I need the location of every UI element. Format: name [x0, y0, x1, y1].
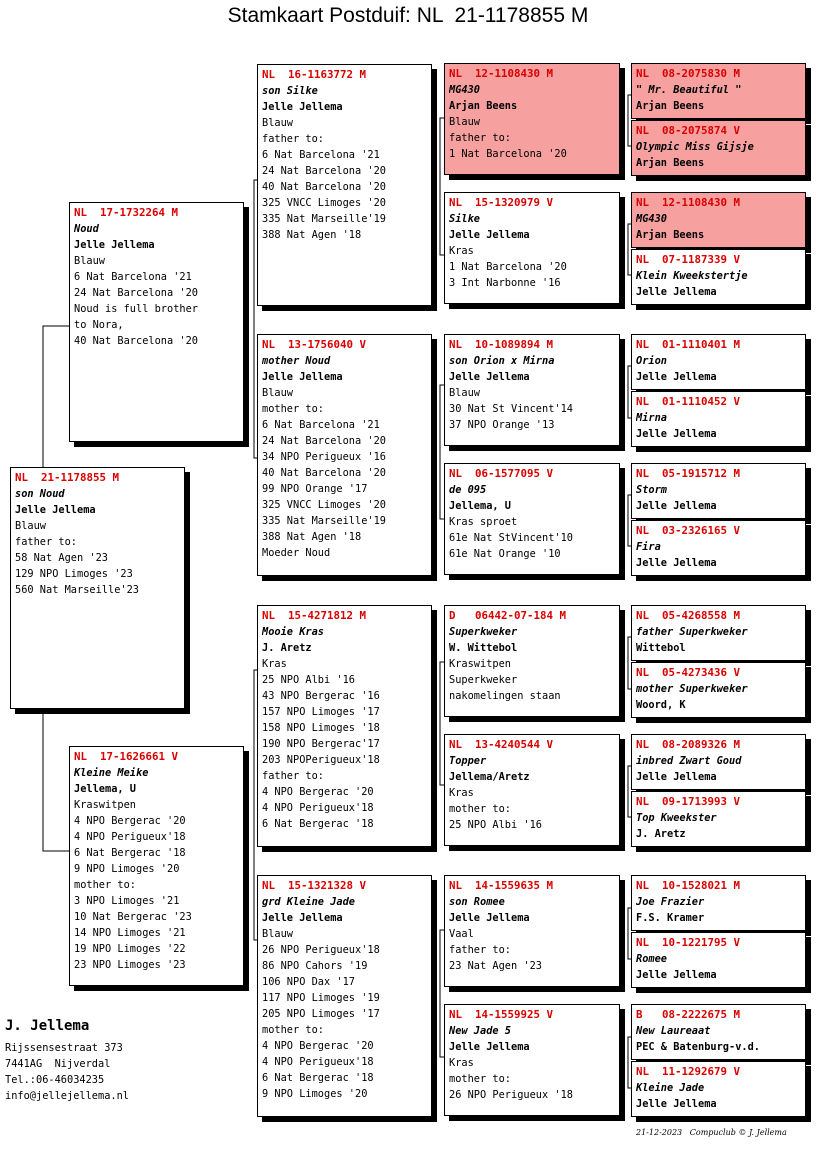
bird-card-gen4-3 — [444, 334, 620, 446]
info-line: 24 Nat Barcelona '20 — [262, 435, 386, 447]
bird-name: Orion — [636, 355, 667, 367]
info-line: 6 Nat Barcelona '21 — [262, 149, 380, 161]
bird-name: Kleine Meike — [74, 767, 149, 779]
owner-name: Jelle Jellema — [449, 912, 530, 924]
bird-name: Silke — [449, 213, 480, 225]
info-line: 190 NPO Bergerac'17 — [262, 738, 380, 750]
ring-number: NL 08-2089326 M — [636, 738, 741, 751]
bird-card-gen5-1 — [631, 63, 806, 119]
bird-name: Superkweker — [449, 626, 518, 638]
bird-card-gen5-7 — [631, 463, 806, 519]
info-line: Vaal — [449, 928, 474, 940]
info-line: Kras — [449, 787, 474, 799]
breeder-city: 7441AG Nijverdal — [5, 1058, 111, 1070]
page-title: Stamkaart Postduif: NL 21-1178855 M — [227, 4, 589, 27]
info-line: 61e Nat Orange '10 — [449, 548, 561, 560]
info-line: 106 NPO Dax '17 — [262, 976, 355, 988]
ring-number: NL 01-1110401 M — [636, 338, 741, 351]
owner-name: J. Aretz — [636, 828, 686, 840]
info-line: 34 NPO Perigueux '16 — [262, 451, 386, 463]
owner-name: Wittebol — [636, 642, 686, 654]
owner-name: Jellema/Aretz — [449, 771, 530, 783]
owner-name: Jelle Jellema — [74, 239, 155, 251]
ring-number: NL 06-1577095 V — [449, 467, 554, 480]
bird-card-gen5-14 — [631, 932, 806, 988]
info-line: Kras — [449, 245, 474, 257]
info-line: father to: — [15, 536, 77, 548]
info-line: Blauw — [74, 255, 105, 267]
owner-name: Jelle Jellema — [449, 229, 530, 241]
info-line: Kras sproet — [449, 516, 518, 528]
bird-card-gen4-1 — [444, 63, 620, 175]
info-line: 23 Nat Agen '23 — [449, 960, 542, 972]
bird-card-gen5-10 — [631, 662, 806, 718]
info-line: Blauw — [449, 387, 480, 399]
info-line: 4 NPO Perigueux'18 — [74, 831, 186, 843]
bird-name: mother Superkweker — [636, 683, 748, 695]
breeder-phone: Tel.:06-46034235 — [5, 1074, 105, 1086]
ring-number: NL 15-1320979 V — [449, 196, 554, 209]
ring-number: NL 15-1321328 V — [262, 879, 367, 892]
owner-name: J. Aretz — [262, 642, 312, 654]
bird-name: de 095 — [449, 484, 487, 496]
ring-number: NL 01-1110452 V — [636, 395, 741, 408]
info-line: Blauw — [262, 928, 293, 940]
owner-name: Jelle Jellema — [262, 371, 343, 383]
info-line: to Nora, — [74, 319, 124, 331]
info-line: 335 Nat Marseille'19 — [262, 515, 386, 527]
owner-name: Jelle Jellema — [636, 500, 717, 512]
owner-name: Jelle Jellema — [636, 771, 717, 783]
owner-name: Jelle Jellema — [636, 969, 717, 981]
bird-name: Top Kweekster — [636, 812, 717, 824]
bird-card-gen5-8 — [631, 520, 806, 576]
info-line: mother to: — [262, 1024, 324, 1036]
bird-name: son Silke — [262, 85, 318, 97]
owner-name: Jelle Jellema — [262, 101, 343, 113]
owner-name: W. Wittebol — [449, 642, 518, 654]
info-line: 205 NPO Limoges '17 — [262, 1008, 380, 1020]
bird-card-mother — [69, 746, 244, 986]
info-line: 560 Nat Marseille'23 — [15, 584, 139, 596]
info-line: 9 NPO Limoges '20 — [74, 863, 180, 875]
ring-number: NL 13-4240544 V — [449, 738, 554, 751]
bird-card-gen4-8 — [444, 1004, 620, 1116]
info-line: 30 Nat St Vincent'14 — [449, 403, 573, 415]
owner-name: F.S. Kramer — [636, 912, 705, 924]
bird-name: Fira — [636, 541, 661, 553]
ring-number: NL 09-1713993 V — [636, 795, 741, 808]
info-line: 4 NPO Bergerac '20 — [74, 815, 186, 827]
ring-number: NL 12-1108430 M — [636, 196, 741, 209]
ring-number: NL 13-1756040 V — [262, 338, 367, 351]
info-line: 4 NPO Bergerac '20 — [262, 1040, 374, 1052]
info-line: 158 NPO Limoges '18 — [262, 722, 380, 734]
bird-name: " Mr. Beautiful " — [636, 84, 742, 96]
owner-name: Jelle Jellema — [636, 1098, 717, 1110]
info-line: 40 Nat Barcelona '20 — [262, 181, 386, 193]
info-line: mother to: — [449, 1073, 511, 1085]
info-line: 6 Nat Bergerac '18 — [262, 818, 374, 830]
info-line: Superkweker — [449, 674, 518, 686]
info-line: father to: — [449, 132, 511, 144]
info-line: 388 Nat Agen '18 — [262, 531, 362, 543]
bird-card-gen5-4 — [631, 249, 806, 305]
bird-card-gen5-9 — [631, 605, 806, 661]
bird-name: son Orion x Mirna — [449, 355, 555, 367]
info-line: 24 Nat Barcelona '20 — [262, 165, 386, 177]
info-line: 3 NPO Limoges '21 — [74, 895, 180, 907]
info-line: father to: — [262, 770, 324, 782]
owner-name: Jelle Jellema — [15, 504, 96, 516]
ring-number: NL 10-1089894 M — [449, 338, 554, 351]
info-line: father to: — [262, 133, 324, 145]
info-line: 40 Nat Barcelona '20 — [74, 335, 198, 347]
info-line: mother to: — [449, 803, 511, 815]
info-line: Blauw — [449, 116, 480, 128]
info-line: Kraswitpen — [449, 658, 511, 670]
ring-number: NL 08-2075874 V — [636, 124, 741, 137]
breeder-contact — [5, 1018, 129, 1104]
bird-card-grandfather-maternal — [257, 605, 432, 847]
ring-number: NL 17-1732264 M — [74, 206, 179, 219]
bird-card-gen5-2 — [631, 120, 806, 176]
bird-card-gen4-7 — [444, 875, 620, 987]
info-line: mother to: — [262, 403, 324, 415]
bird-name: father Superkweker — [636, 626, 748, 638]
bird-name: Joe Frazier — [636, 896, 705, 908]
bird-name: Mooie Kras — [262, 626, 324, 638]
info-line: 61e Nat StVincent'10 — [449, 532, 573, 544]
breeder-street: Rijssensestraat 373 — [5, 1042, 123, 1054]
ring-number: NL 05-4273436 V — [636, 666, 741, 679]
info-line: 9 NPO Limoges '20 — [262, 1088, 368, 1100]
info-line: Noud is full brother — [74, 303, 198, 315]
bird-name: Mirna — [636, 412, 667, 424]
owner-name: Woord, K — [636, 699, 686, 711]
bird-name: inbred Zwart Goud — [636, 755, 742, 767]
ring-number: NL 14-1559925 V — [449, 1008, 554, 1021]
bird-name: son Noud — [15, 488, 65, 500]
ring-number: NL 10-1221795 V — [636, 936, 741, 949]
info-line: 10 Nat Bergerac '23 — [74, 911, 192, 923]
info-line: Blauw — [15, 520, 46, 532]
bird-card-gen5-11 — [631, 734, 806, 790]
bird-name: Topper — [449, 755, 487, 767]
owner-name: Jelle Jellema — [636, 286, 717, 298]
info-line: Blauw — [262, 387, 293, 399]
info-line: 335 Nat Marseille'19 — [262, 213, 386, 225]
footer-credit: 21-12-2023 Compuclub © J. Jellema — [636, 1128, 787, 1137]
info-line: Kras — [449, 1057, 474, 1069]
info-line: 1 Nat Barcelona '20 — [449, 261, 567, 273]
bird-name: New Jade 5 — [449, 1025, 511, 1037]
ring-number: NL 10-1528021 M — [636, 879, 741, 892]
info-line: 25 NPO Albi '16 — [262, 674, 355, 686]
bird-card-gen5-15 — [631, 1004, 806, 1060]
info-line: 24 Nat Barcelona '20 — [74, 287, 198, 299]
ring-number: B 08-2222675 M — [636, 1008, 741, 1021]
info-line: 40 Nat Barcelona '20 — [262, 467, 386, 479]
bird-card-grandmother-paternal — [257, 334, 432, 576]
bird-name: Klein Kweekstertje — [636, 270, 748, 282]
info-line: mother to: — [74, 879, 136, 891]
info-line: 117 NPO Limoges '19 — [262, 992, 380, 1004]
info-line: 4 NPO Perigueux'18 — [262, 1056, 374, 1068]
bird-name: New Laureaat — [636, 1025, 711, 1037]
ring-number: NL 14-1559635 M — [449, 879, 554, 892]
ring-number: NL 16-1163772 M — [262, 68, 367, 81]
ring-number: NL 11-1292679 V — [636, 1065, 741, 1078]
bird-card-gen5-12 — [631, 791, 806, 847]
ring-number: NL 12-1108430 M — [449, 67, 554, 80]
bird-name: Kleine Jade — [636, 1082, 705, 1094]
bird-card-gen4-5 — [444, 605, 620, 717]
ring-number: NL 15-4271812 M — [262, 609, 367, 622]
ring-number: NL 05-4268558 M — [636, 609, 741, 622]
info-line: 99 NPO Orange '17 — [262, 483, 368, 495]
info-line: 4 NPO Perigueux'18 — [262, 802, 374, 814]
info-line: nakomelingen staan — [449, 690, 561, 702]
bird-card-gen4-4 — [444, 463, 620, 575]
ring-number: NL 05-1915712 M — [636, 467, 741, 480]
bird-name: Romee — [636, 953, 667, 965]
bird-name: Olympic Miss Gijsje — [636, 141, 754, 153]
info-line: 19 NPO Limoges '22 — [74, 943, 186, 955]
info-line: 6 Nat Barcelona '21 — [74, 271, 192, 283]
bird-card-gen5-16 — [631, 1061, 806, 1117]
info-line: Moeder Noud — [262, 547, 331, 559]
info-line: 23 NPO Limoges '23 — [74, 959, 186, 971]
info-line: 26 NPO Perigueux '18 — [449, 1089, 573, 1101]
info-line: 129 NPO Limoges '23 — [15, 568, 133, 580]
info-line: 203 NPOPerigueux'18 — [262, 754, 380, 766]
info-line: Kras — [262, 658, 287, 670]
info-line: 26 NPO Perigueux'18 — [262, 944, 380, 956]
ring-number: NL 07-1187339 V — [636, 253, 741, 266]
info-line: 4 NPO Bergerac '20 — [262, 786, 374, 798]
bird-name: Noud — [74, 223, 99, 235]
info-line: 25 NPO Albi '16 — [449, 819, 542, 831]
owner-name: Arjan Beens — [636, 229, 705, 241]
ring-number: NL 21-1178855 M — [15, 471, 120, 484]
info-line: 58 Nat Agen '23 — [15, 552, 108, 564]
owner-name: Arjan Beens — [636, 157, 705, 169]
bird-name: son Romee — [449, 896, 505, 908]
owner-name: Arjan Beens — [636, 100, 705, 112]
bird-name: Storm — [636, 484, 667, 496]
bird-name: MG430 — [449, 84, 480, 96]
owner-name: PEC & Batenburg-v.d. — [636, 1041, 760, 1053]
owner-name: Jelle Jellema — [636, 428, 717, 440]
owner-name: Jellema, U — [449, 500, 511, 512]
info-line: 3 Int Narbonne '16 — [449, 277, 561, 289]
bird-name: grd Kleine Jade — [262, 896, 355, 908]
bird-card-subject — [10, 467, 185, 709]
info-line: 86 NPO Cahors '19 — [262, 960, 368, 972]
info-line: 6 Nat Bergerac '18 — [262, 1072, 374, 1084]
bird-card-gen4-6 — [444, 734, 620, 846]
ring-number: NL 03-2326165 V — [636, 524, 741, 537]
bird-card-gen5-13 — [631, 875, 806, 931]
owner-name: Jelle Jellema — [449, 1041, 530, 1053]
bird-card-gen4-2 — [444, 192, 620, 304]
bird-card-gen5-6 — [631, 391, 806, 447]
info-line: 43 NPO Bergerac '16 — [262, 690, 380, 702]
breeder-email[interactable]: info@jellejellema.nl — [5, 1090, 129, 1102]
ring-number: D 06442-07-184 M — [449, 609, 567, 622]
info-line: 157 NPO Limoges '17 — [262, 706, 380, 718]
ring-number: NL 17-1626661 V — [74, 750, 179, 763]
info-line: Kraswitpen — [74, 799, 136, 811]
bird-name: mother Noud — [262, 355, 331, 367]
info-line: 1 Nat Barcelona '20 — [449, 148, 567, 160]
bird-card-gen5-3 — [631, 192, 806, 248]
info-line: 388 Nat Agen '18 — [262, 229, 362, 241]
ring-number: NL 08-2075830 M — [636, 67, 741, 80]
bird-card-gen5-5 — [631, 334, 806, 390]
info-line: 325 VNCC Limoges '20 — [262, 499, 386, 511]
info-line: 37 NPO Orange '13 — [449, 419, 555, 431]
info-line: father to: — [449, 944, 511, 956]
bird-card-father — [69, 202, 244, 442]
breeder-name: J. Jellema — [5, 1018, 90, 1034]
info-line: 325 VNCC Limoges '20 — [262, 197, 386, 209]
owner-name: Jelle Jellema — [636, 557, 717, 569]
bird-card-grandfather-paternal — [257, 64, 432, 306]
info-line: Blauw — [262, 117, 293, 129]
bird-card-grandmother-maternal — [257, 875, 432, 1117]
owner-name: Arjan Beens — [449, 100, 518, 112]
owner-name: Jelle Jellema — [449, 371, 530, 383]
info-line: 6 Nat Bergerac '18 — [74, 847, 186, 859]
info-line: 14 NPO Limoges '21 — [74, 927, 186, 939]
owner-name: Jellema, U — [74, 783, 136, 795]
owner-name: Jelle Jellema — [636, 371, 717, 383]
info-line: 6 Nat Barcelona '21 — [262, 419, 380, 431]
owner-name: Jelle Jellema — [262, 912, 343, 924]
bird-name: MG430 — [636, 213, 667, 225]
